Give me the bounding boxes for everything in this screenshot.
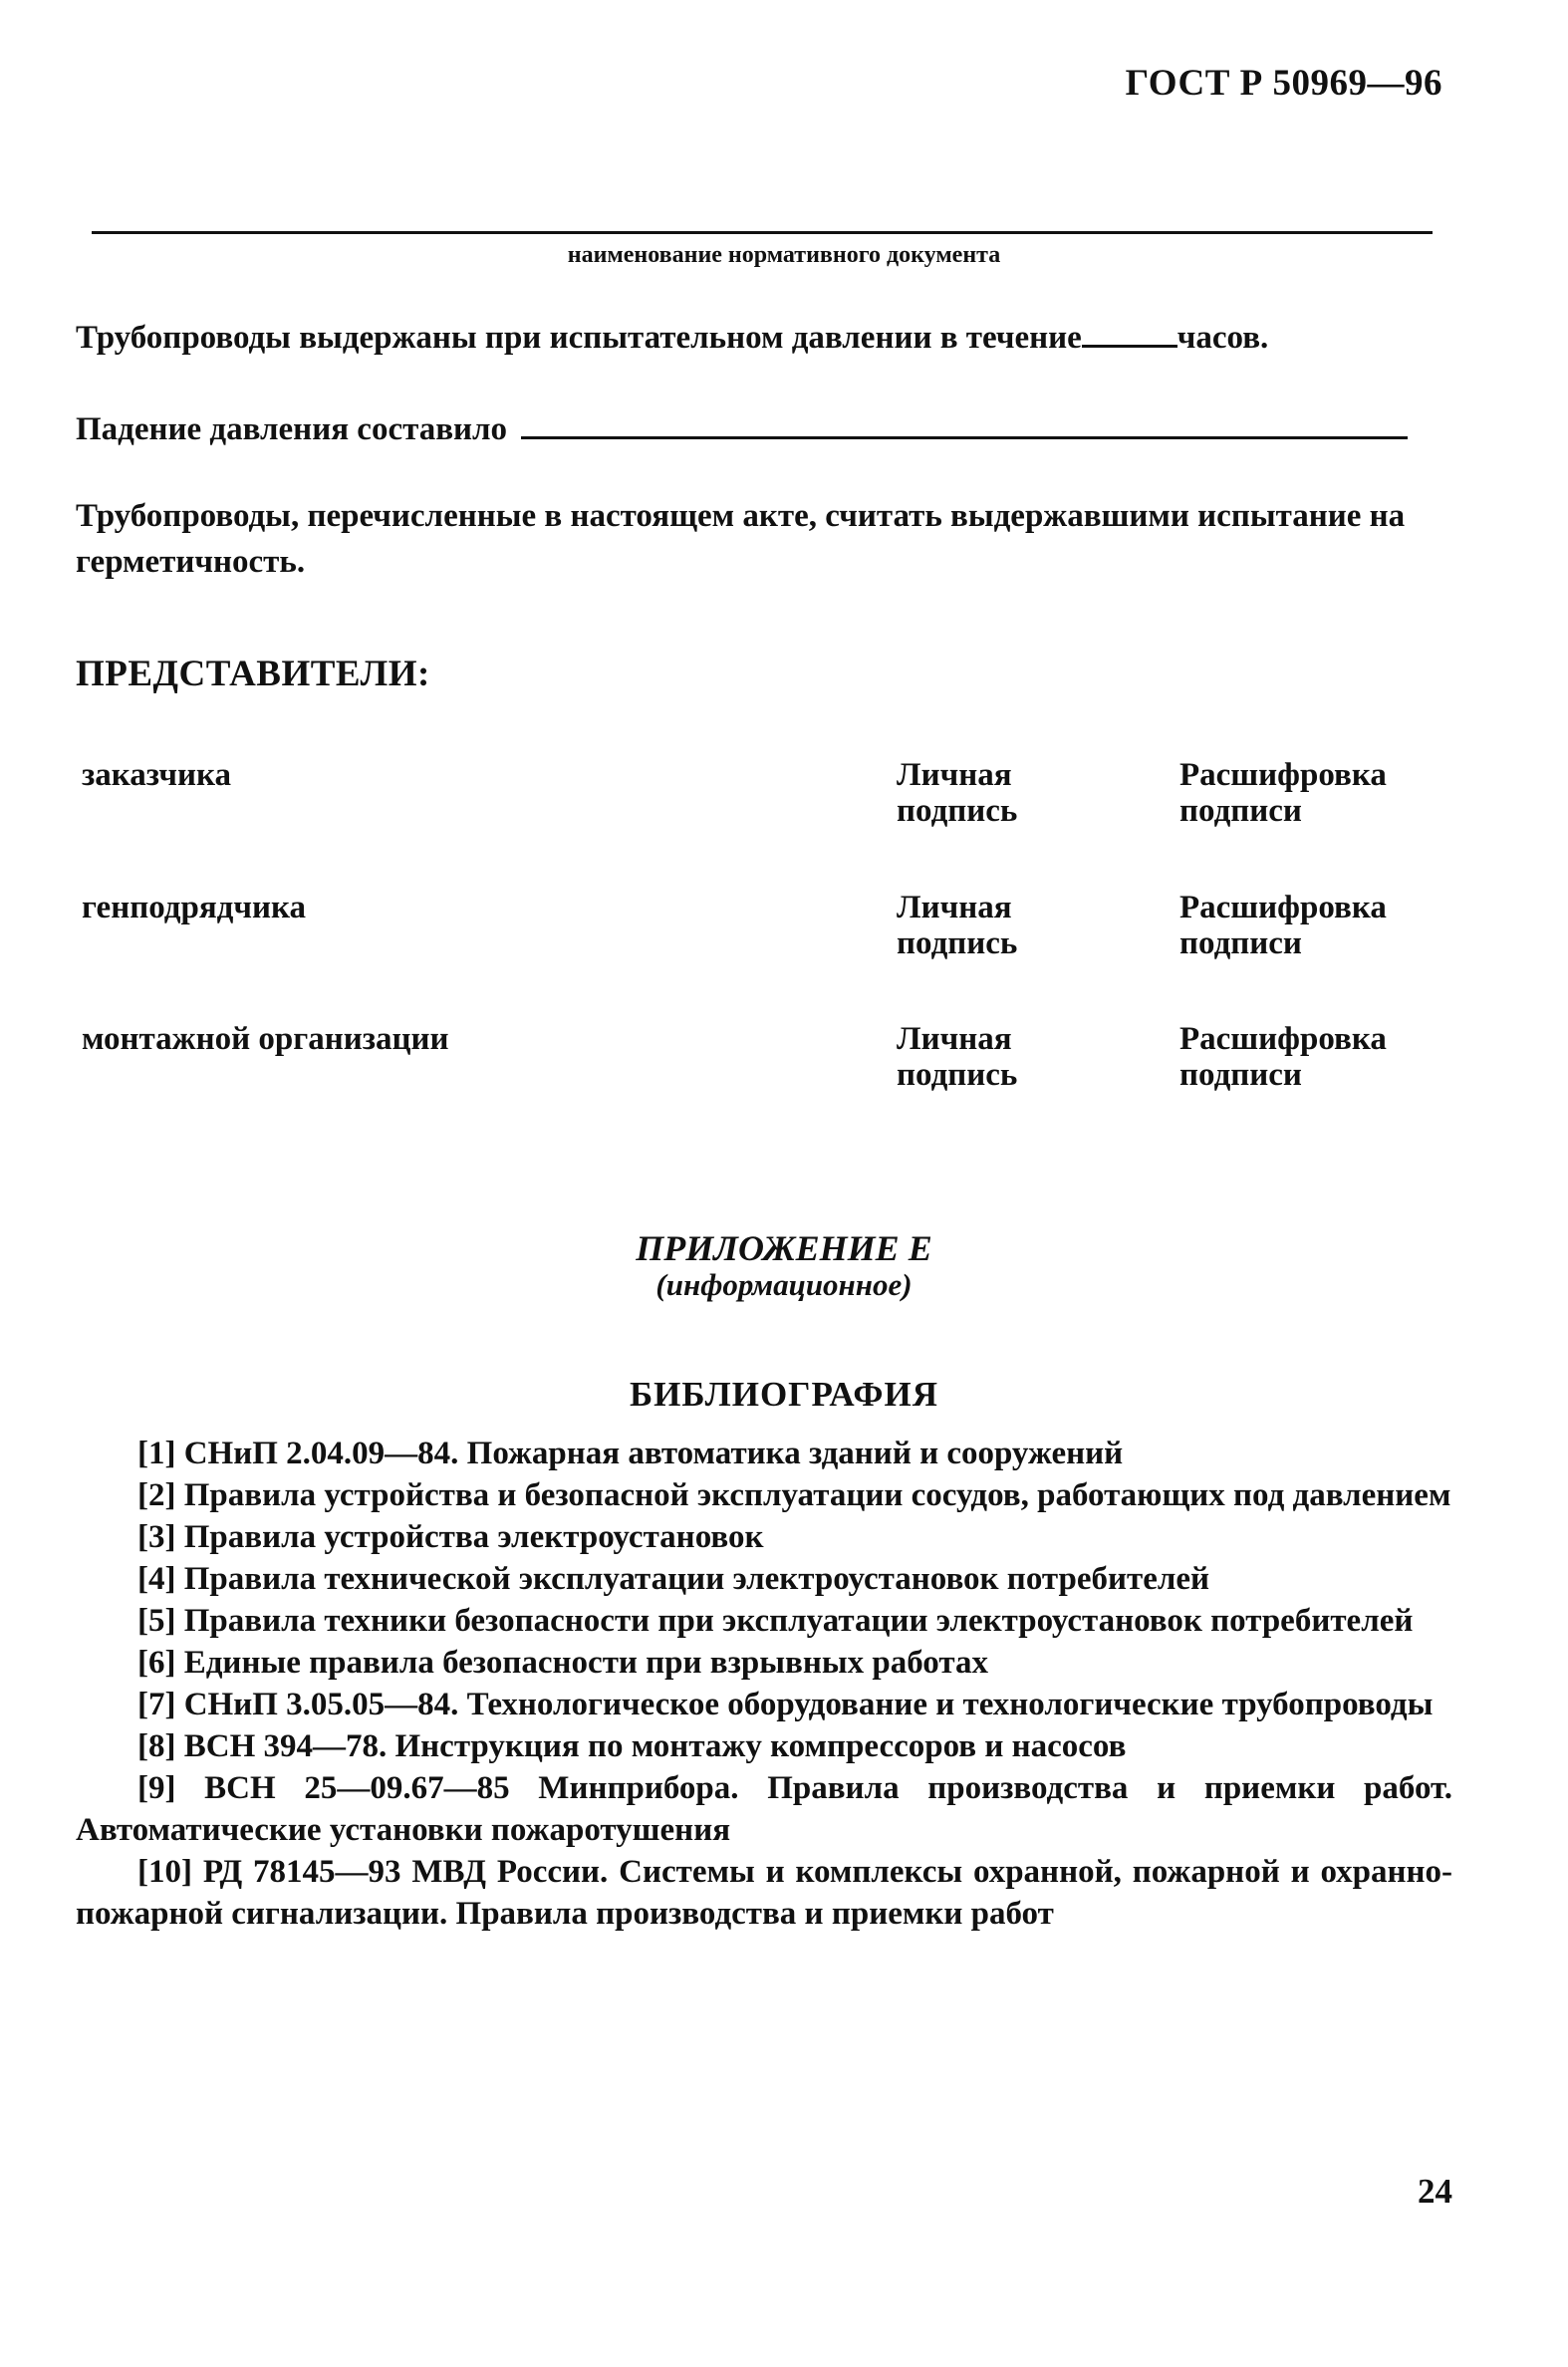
decode-line1: Расшифровка xyxy=(1179,757,1387,793)
appendix-title: ПРИЛОЖЕНИЕ Е xyxy=(636,1228,932,1268)
document-code: ГОСТ Р 50969—96 xyxy=(1125,63,1442,104)
rep-decode-label xyxy=(1179,890,1387,961)
representatives-heading: ПРЕДСТАВИТЕЛИ: xyxy=(76,654,430,694)
pressure-drop-label: Падение давления составило xyxy=(76,411,508,447)
sign-line2: подпись xyxy=(897,1057,1018,1093)
bibliography-item: [8] ВСН 394—78. Инструкция по монтажу компрессоров и насосов xyxy=(137,1728,1127,1764)
sign-line1: Личная xyxy=(897,1021,1012,1057)
bibliography-item: [10] РД 78145—93 МВД России. Системы и комплексы охранной, пожарной и охранно-пожарной сигнализации. Правила производства и приемки работ xyxy=(76,1854,1452,1932)
conclusion-paragraph: Трубопроводы, перечисленные в настоящем акте, считать выдержавшими испытание на герметичность. xyxy=(76,498,1406,580)
bibliography-title: БИБЛИОГРАФИЯ xyxy=(630,1375,938,1414)
hours-blank xyxy=(1082,319,1177,348)
page-number: 24 xyxy=(1418,2172,1452,2211)
decode-line2: подписи xyxy=(1179,793,1302,829)
test-duration-text: Трубопроводы выдержаны при испытательном давлении в течение xyxy=(76,320,1082,356)
rep-role-installer: монтажной организации xyxy=(82,1021,449,1057)
bibliography-item: [1] СНиП 2.04.09—84. Пожарная автоматика зданий и сооружений xyxy=(137,1436,1124,1471)
bibliography-item: [3] Правила устройства электроустановок xyxy=(137,1519,764,1555)
rep-signature-label xyxy=(897,1021,1017,1093)
bibliography-item: [5] Правила техники безопасности при эксплуатации электроустановок потребителей xyxy=(137,1603,1414,1639)
pressure-drop-blank xyxy=(521,410,1408,439)
sign-line1: Личная xyxy=(897,890,1012,925)
rep-decode-label xyxy=(1179,757,1387,829)
bibliography-item: [2] Правила устройства и безопасной эксплуатации сосудов, работающих под давлением xyxy=(137,1477,1451,1513)
appendix-subtitle: (информационное) xyxy=(655,1267,913,1302)
decode-line2: подписи xyxy=(1179,1057,1302,1093)
hours-label: часов. xyxy=(1176,320,1269,356)
sign-line2: подпись xyxy=(897,925,1018,961)
document-name-caption: наименование нормативного документа xyxy=(567,242,1001,268)
rep-signature-label xyxy=(897,890,1017,961)
decode-line1: Расшифровка xyxy=(1179,890,1387,925)
pressure-drop-line xyxy=(76,410,1408,448)
bibliography-item: [9] ВСН 25—09.67—85 Минприбора. Правила производства и приемки работ. Автоматические установки пожаротушения xyxy=(76,1770,1452,1848)
rep-role-general-contractor: генподрядчика xyxy=(82,890,307,925)
document-name-line xyxy=(92,231,1433,234)
bibliography-list xyxy=(76,1433,1452,1935)
bibliography-item: [6] Единые правила безопасности при взрывных работах xyxy=(137,1645,988,1681)
sign-line1: Личная xyxy=(897,757,1012,793)
decode-line2: подписи xyxy=(1179,925,1302,961)
rep-role-customer: заказчика xyxy=(82,757,232,793)
rep-decode-label xyxy=(1179,1021,1387,1093)
decode-line1: Расшифровка xyxy=(1179,1021,1387,1057)
rep-signature-label xyxy=(897,757,1017,829)
bibliography-item: [4] Правила технической эксплуатации электроустановок потребителей xyxy=(137,1561,1210,1597)
test-duration-line xyxy=(76,319,1268,357)
bibliography-item: [7] СНиП 3.05.05—84. Технологическое оборудование и технологические трубопроводы xyxy=(137,1687,1434,1722)
sign-line2: подпись xyxy=(897,793,1018,829)
